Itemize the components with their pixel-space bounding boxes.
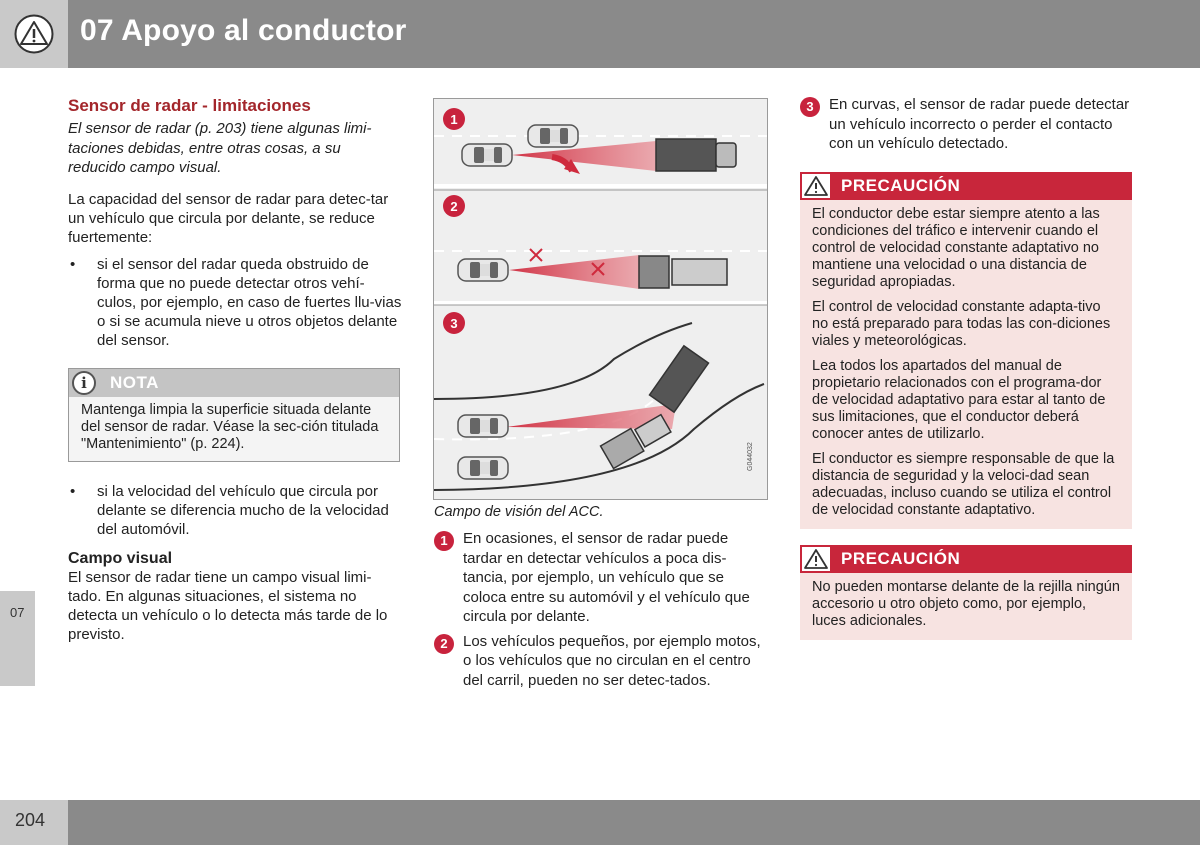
svg-text:2: 2 — [450, 199, 458, 214]
info-icon: i — [72, 371, 96, 395]
note-body: Mantenga limpia la superficie situada delante del sensor de radar. Véase la sec-ción titulada "Mantenimiento" (p. 224). — [69, 397, 399, 461]
bullet-item — [68, 255, 402, 350]
chapter-side-tab-label: 07 — [10, 605, 25, 620]
note-header — [69, 369, 399, 397]
warning-title: PRECAUCIÓN — [841, 548, 961, 568]
svg-text:3: 3 — [450, 316, 458, 331]
page-number: 204 — [15, 810, 46, 830]
own-car-2 — [458, 259, 508, 281]
adjacent-car — [458, 457, 508, 479]
paragraph: La capacidad del sensor de radar para detec-tar un vehículo que circula por delante, se reduce fuertemente: — [68, 190, 389, 246]
warning-paragraph: Lea todos los apartados del manual de propietario relacionados con el programa-dor de velocidad adaptativo para estar al tanto de sus limitaciones, que el conductor deberá conocer antes de utilizarlo. — [812, 357, 1106, 442]
warning-icon-box — [800, 172, 832, 200]
missed-motorcycle-x — [530, 249, 542, 261]
note-title: NOTA — [110, 372, 159, 392]
warning-paragraph: El conductor debe estar siempre atento a las condiciones del tráfico e intervenir cuando el control de velocidad constante adaptativo no mantiene una velocidad o una distancia de seguridad apropiadas. — [812, 205, 1100, 290]
own-car-1 — [462, 144, 512, 166]
footer-bar — [68, 800, 1200, 845]
chapter-title: 07 Apoyo al conductor — [80, 14, 407, 47]
truck-3 — [650, 346, 709, 412]
intro-text: El sensor de radar (p. 203) tiene algunas limi-taciones debidas, entre otras cosas, a su reducido campo visual. — [68, 120, 372, 176]
item-text: En curvas, el sensor de radar puede detectar un vehículo incorrecto o perder el contacto con un vehículo detectado. — [829, 96, 1130, 152]
warning-body — [800, 200, 1132, 529]
warning-header — [800, 545, 1132, 573]
item-text: En ocasiones, el sensor de radar puede tardar en detectar vehículos a poca dis-tancia, por ejemplo, un vehículo que se coloca entre su automóvil y el vehículo que circula por delante. — [463, 530, 750, 625]
warning-triangle-icon — [802, 174, 830, 198]
warning-paragraph: El control de velocidad constante adapta-tivo no está preparado para todas las con-diciones viales y meteorológicas. — [812, 298, 1111, 349]
paragraph: El sensor de radar tiene un campo visual limi-tado. En algunas situaciones, el sistema no detecta un vehículo o lo detecta más tarde de lo previsto. — [68, 568, 388, 643]
subheading: Campo visual — [68, 549, 173, 567]
warning-header — [800, 172, 1132, 200]
bullet-text: si el sensor del radar queda obstruido de forma que no puede detectar otros vehí-culos, por ejemplo, en caso de fuertes llu-vias o si se acumula nieve u otros objetos delante del sensor. — [97, 255, 402, 349]
item-text: Los vehículos pequeños, por ejemplo motos, o los vehículos que no circulan en el centro del carril, pueden no ser detec-tados. — [463, 632, 761, 689]
tractor-trailer — [639, 256, 727, 288]
warning-box — [800, 172, 1132, 529]
bullet-marker: • — [70, 255, 76, 273]
figure-caption: Campo de visión del ACC. — [434, 504, 604, 520]
warning-triangle-icon — [14, 14, 54, 54]
bullet-text: si la velocidad del vehículo que circula por delante se diferencia mucho de la velocidad del automóvil. — [97, 482, 389, 538]
bullet-marker: • — [70, 482, 76, 500]
number-marker: 1 — [434, 531, 454, 551]
section-title: Sensor de radar - limitaciones — [68, 96, 311, 115]
warning-triangle-icon — [802, 547, 830, 571]
column-1 — [68, 95, 402, 644]
figure-explanation-list — [434, 529, 768, 695]
numbered-item — [800, 95, 1132, 154]
number-marker: 2 — [434, 634, 454, 654]
merging-car — [528, 125, 578, 147]
panel-label-3 — [443, 312, 465, 334]
panel-label-1 — [443, 108, 465, 130]
acc-field-of-view-figure — [433, 98, 768, 500]
warning-paragraph: El conductor es siempre responsable de que la distancia de seguridad y la veloci-dad sean adecuadas, incluso cuando se utiliza el control de velocidad constante adaptativo. — [812, 450, 1115, 518]
numbered-item — [434, 632, 768, 691]
number-marker: 3 — [800, 97, 820, 117]
own-car-3 — [458, 415, 508, 437]
image-code: G044032 — [747, 442, 754, 471]
note-box — [68, 368, 400, 462]
warning-title: PRECAUCIÓN — [841, 175, 961, 195]
warning-body — [800, 573, 1132, 640]
bullet-item — [68, 482, 402, 539]
column-3 — [800, 95, 1132, 640]
svg-text:1: 1 — [450, 112, 458, 127]
numbered-item — [434, 529, 768, 627]
figure-illustration — [434, 99, 767, 499]
truck-1 — [656, 139, 736, 171]
panel-label-2 — [443, 195, 465, 217]
warning-paragraph: No pueden montarse delante de la rejilla ningún accesorio u otro objeto como, por ejemplo, luces adicionales. — [812, 578, 1120, 629]
warning-box — [800, 545, 1132, 640]
warning-icon-box — [800, 545, 832, 573]
